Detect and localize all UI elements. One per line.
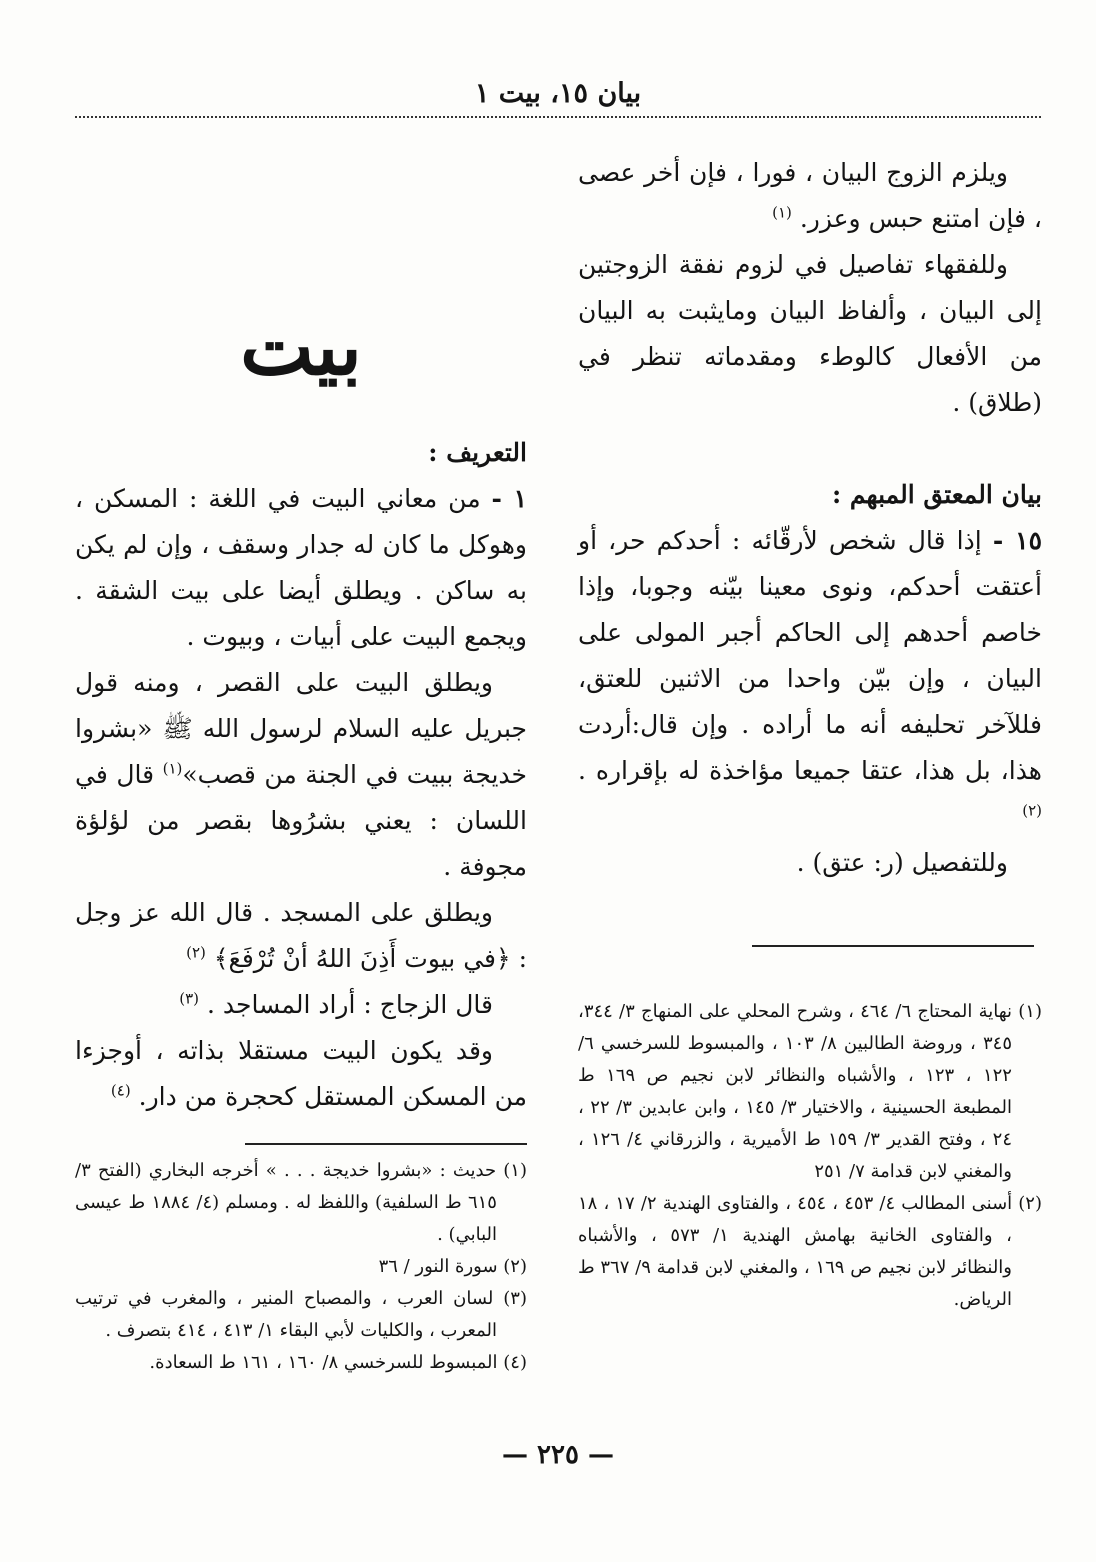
- footnote-item: (١) نهاية المحتاج ٦/ ٤٦٤ ، وشرح المحلي على المنهاج ٣/ ٣٤٤، ٣٤٥ ، وروضة الطالبين ٨/ ١٠٣ ، والمبسوط للسرخسي ٦/ ١٢٢ ، ١٢٣ ، والأشباه والنظائر لابن نجيم ص ١٦٩ ط المطبعة الحسينية ، والاختيار ٣/ ١٤٥ ، وابن عابدين ٣/ ٢٢ ، ٢٤ ، وفتح القدير ٣/ ١٥٩ ط الأميرية ، والزرقاني ٤/ ١٢٦ ، والمغني لابن قدامة ٧/ ٢٥١: [578, 1001, 1042, 1182]
- footnote-item: (٢) سورة النور / ٣٦: [378, 1256, 527, 1277]
- footnote-ref: (٢): [186, 943, 206, 962]
- left-column: [75, 430, 527, 1120]
- paragraph-number: ١ -: [491, 484, 527, 513]
- paragraph-palace-meaning: ويطلق البيت على القصر ، ومنه قول جبريل عليه السلام لرسول الله ﷺ «بشروا خديجة ببيت في الجنة من قصب»$^{(١)}$ قال في اللسان : يعني بشرُوها بقصر من لؤلؤة مجوفة .: [75, 668, 527, 881]
- footnote-separator: [752, 945, 1034, 947]
- section-heading: بيان المعتق المبهم :: [831, 480, 1042, 509]
- footnote-ref: (١): [162, 759, 183, 778]
- paragraph-husband-clarification: ويلزم الزوج البيان ، فورا ، فإن أخر عصى ، فإن امتنع حبس وعزر. $^{(١)}$: [578, 158, 1042, 233]
- paragraph-ambiguous-freed: ١٥ - إذا قال شخص لأرقّائه : أحدكم حر، أو أعتقت أحدكم، ونوى معينا بيّنه وجوبا، وإذا خاصم أحدهم إلى الحاكم أجبر المولى على البيان ، وإن بيّن واحدا من الاثنين للعتق، فللآخر تحليفه أنه ما أراده . وإن قال:أردت هذا، بل هذا، عتقا جميعا مؤاخذة له بإقراره . $^{(٢)}$: [578, 526, 1042, 820]
- paragraph-jurists-details: وللفقهاء تفاصيل في لزوم نفقة الزوجتين إلى البيان ، وألفاظ البيان ومايثبت به البيان من الأفعال كالوطء ومقدماته تنظر في (طلاق) .: [578, 250, 1042, 417]
- page-number: — ٢٢٥ —: [501, 1440, 615, 1470]
- footnote-separator: [245, 1143, 527, 1145]
- footnote-item: (٤) المبسوط للسرخسي ٨/ ١٦٠ ، ١٦١ ط السعادة.: [149, 1352, 527, 1373]
- footnote-ref: (٤): [110, 1081, 131, 1100]
- footnotes-left: [75, 1155, 527, 1379]
- definition-heading: التعريف :: [428, 438, 527, 467]
- entry-title: بيت: [240, 302, 362, 393]
- footnote-ref: (١): [772, 203, 792, 222]
- footnotes-right: [578, 996, 1042, 1316]
- right-column: [578, 150, 1042, 886]
- paragraph-see-also: وللتفصيل (ر: عتق) .: [796, 848, 1008, 877]
- paragraph-mosque-meaning: ويطلق على المسجد . قال الله عز وجل : ﴿في بيوت أَذِنَ اللهُ أنْ تُرْفَعَ﴾ $^{(٢)}$: [75, 898, 527, 973]
- paragraph-linguistic-meaning: ١ - من معاني البيت في اللغة : المسكن ، وهوكل ما كان له جدار وسقف ، وإن لم يكن به ساكن . ويطلق أيضا على بيت الشقة . ويجمع البيت على أبيات ، وبيوت .: [75, 484, 527, 651]
- spacer: [578, 426, 1042, 472]
- footnote-ref: (٣): [179, 989, 200, 1008]
- footnote-item: (١) حديث : «بشروا خديجة . . . » أخرجه البخاري (الفتح ٣/ ٦١٥ ط السلفية) واللفظ له . ومسلم (٤/ ١٨٨٤ ط عيسى البابي) .: [75, 1160, 527, 1245]
- footnote-item: (٢) أسنى المطالب ٤/ ٤٥٣ ، ٤٥٤ ، والفتاوى الهندية ٢/ ١٧ ، ١٨ ، والفتاوى الخانية بهامش الهندية ١/ ٥٧٣ ، والأشباه والنظائر لابن نجيم ص ١٦٩ ، والمغني لابن قدامة ٩/ ٣٦٧ ط الرياض.: [578, 1193, 1042, 1310]
- paragraph-independent-room: وقد يكون البيت مستقلا بذاته ، أوجزءا من المسكن المستقل كحجرة من دار. $^{(٤)}$: [75, 1036, 527, 1111]
- header-dotted-rule: [75, 116, 1041, 118]
- paragraph-zajjaj: قال الزجاج : أراد المساجد . $^{(٣)}$: [179, 989, 493, 1019]
- running-head: بيان ١٥، بيت ١: [474, 78, 642, 109]
- footnote-ref: (٢): [1022, 801, 1042, 820]
- footnote-item: (٣) لسان العرب ، والمصباح المنير ، والمغرب في ترتيب المعرب ، والكليات لأبي البقاء ١/ ٤١٣ ، ٤١٤ بتصرف .: [75, 1288, 527, 1341]
- paragraph-number: ١٥ -: [992, 526, 1042, 555]
